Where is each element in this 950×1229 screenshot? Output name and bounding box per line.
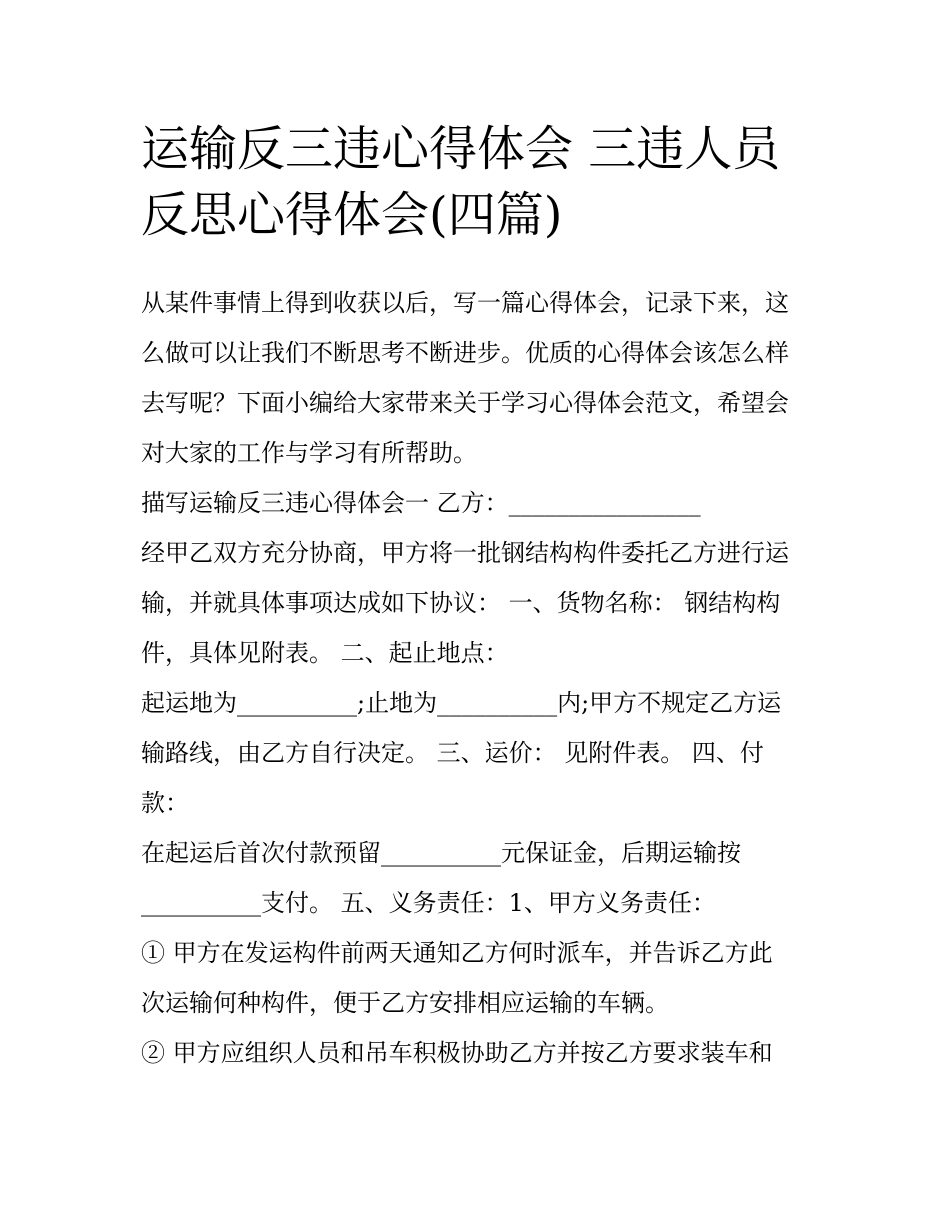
paragraph-line: 输路线，由乙方自行决定。 三、运价： 见附件表。 四、付 (141, 739, 764, 767)
paragraph-line: 么做可以让我们不断思考不断进步。优质的心得体会该怎么样 (141, 339, 789, 367)
paragraph-line: 对大家的工作与学习有所帮助。 (141, 439, 477, 467)
section-heading-line: 描写运输反三违心得体会一 乙方：________________ (141, 489, 701, 517)
document-title (141, 116, 821, 248)
list-item-line: ② 甲方应组织人员和吊车积极协助乙方并按乙方要求装车和 (141, 1039, 773, 1067)
paragraph-line: __________支付。 五、义务责任：1、甲方义务责任： (141, 889, 716, 917)
paragraph-line: 从某件事情上得到收获以后，写一篇心得体会，记录下来，这 (141, 289, 789, 317)
paragraph-line: 件，具体见附表。 二、起止地点： (141, 639, 509, 667)
document-body (141, 278, 821, 1078)
title-line: 反思心得体会(四篇) (141, 187, 563, 243)
paragraph-line: 去写呢？下面小编给大家带来关于学习心得体会范文，希望会 (141, 389, 789, 417)
title-line: 运输反三违心得体会 三违人员 (141, 121, 781, 177)
paragraph-line: 输，并就具体事项达成如下协议： 一、货物名称： 钢结构构 (141, 589, 781, 617)
paragraph-line: 经甲乙双方充分协商，甲方将一批钢结构构件委托乙方进行运 (141, 539, 789, 567)
list-item-line: 次运输何种构件，便于乙方安排相应运输的车辆。 (141, 989, 669, 1017)
paragraph-line: 起运地为__________;止地为__________内;甲方不规定乙方运 (141, 689, 782, 717)
list-item-line: ① 甲方在发运构件前两天通知乙方何时派车，并告诉乙方此 (141, 939, 773, 967)
paragraph-line: 款： (141, 789, 189, 817)
paragraph-line: 在起运后首次付款预留__________元保证金，后期运输按 (141, 839, 741, 867)
